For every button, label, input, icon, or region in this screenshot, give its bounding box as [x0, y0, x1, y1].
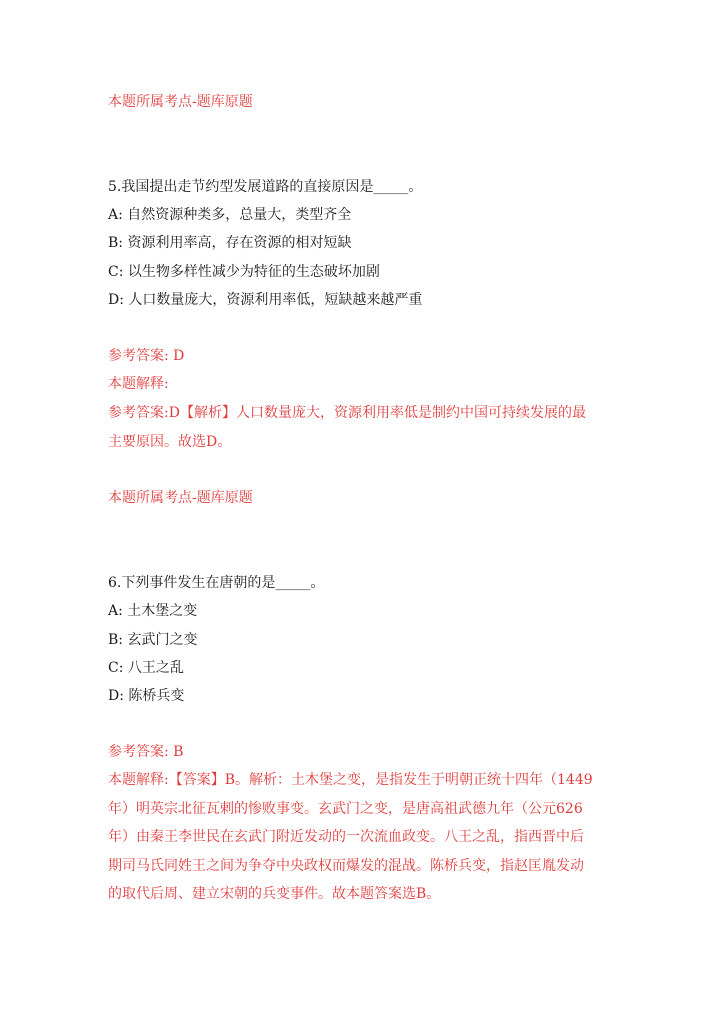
question-6-explain-line-5: 的取代后周、建立宋朝的兵变事件。故本题答案选B。: [108, 886, 441, 902]
question-6-option-a: A: 土木堡之变: [108, 603, 198, 619]
question-6-explain-line-3: 年）由秦王李世民在玄武门附近发动的一次流血政变。八王之乱，指西晋中后: [108, 829, 584, 845]
question-5-option-c: C: 以生物多样性减少为特征的生态破坏加剧: [108, 264, 380, 280]
question-5-stem: 5.我国提出走节约型发展道路的直接原因是_____。: [108, 179, 423, 195]
question-6-option-b: B: 玄武门之变: [108, 632, 198, 648]
question-6-option-d: D: 陈桥兵变: [108, 688, 185, 704]
question-5-answer: 参考答案: D: [108, 348, 185, 364]
section-tag: 本题所属考点-题库原题: [108, 94, 253, 110]
question-6-explain-line-2: 年）明英宗北征瓦剌的惨败事变。玄武门之变，是唐高祖武德九年（公元626: [108, 801, 583, 817]
question-5-explain-label: 本题解释:: [108, 376, 169, 392]
question-5-explain-line-1: 参考答案:D【解析】人口数量庞大，资源利用率低是制约中国可持续发展的最: [108, 405, 586, 421]
question-6-explain-line-4: 期司马氏同姓王之间为争夺中央政权而爆发的混战。陈桥兵变，指赵匡胤发动: [108, 858, 584, 874]
question-5-option-b: B: 资源利用率高，存在资源的相对短缺: [108, 235, 352, 251]
question-5-option-d: D: 人口数量庞大，资源利用率低，短缺越来越严重: [108, 292, 423, 308]
question-6-stem: 6.下列事件发生在唐朝的是_____。: [108, 575, 325, 591]
question-6-answer: 参考答案: B: [108, 744, 184, 760]
question-5-option-a: A: 自然资源种类多，总量大，类型齐全: [108, 207, 352, 223]
question-6-option-c: C: 八王之乱: [108, 660, 184, 676]
question-6-explain-line-1: 本题解释:【答案】B。解析：土木堡之变，是指发生于明朝正统十四年（1449: [108, 772, 593, 788]
section-tag: 本题所属考点-题库原题: [108, 490, 253, 506]
question-5-explain-line-2: 主要原因。故选D。: [108, 434, 232, 450]
